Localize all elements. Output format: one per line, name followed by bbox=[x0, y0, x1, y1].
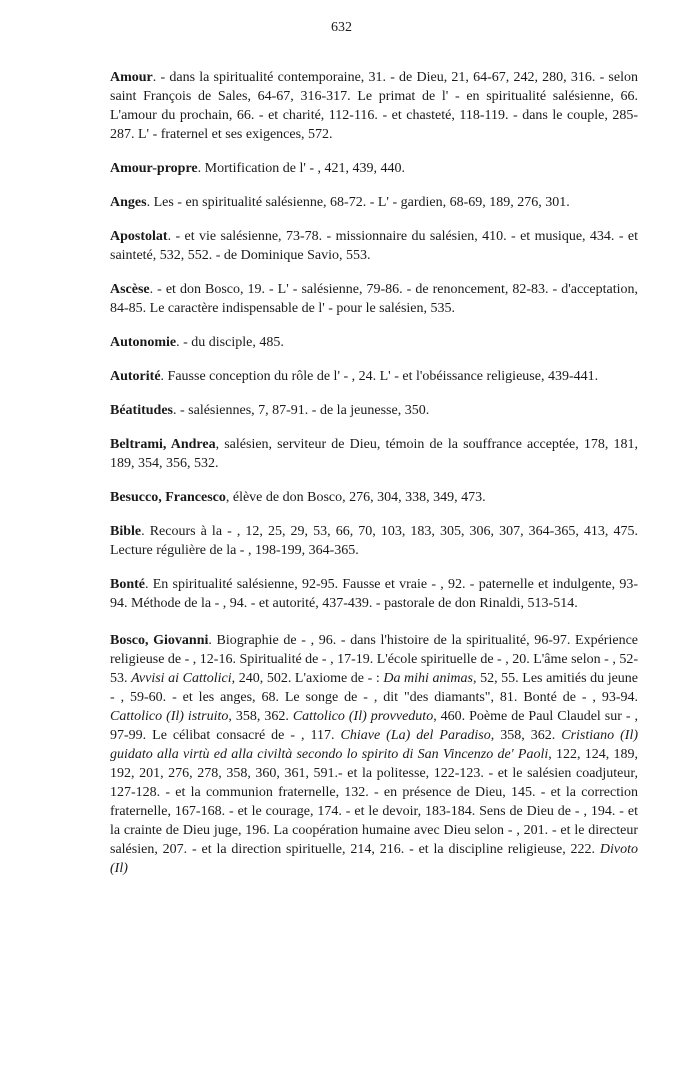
entry-heading: Amour bbox=[110, 70, 153, 85]
entry-text: , 358, 362. bbox=[228, 709, 293, 724]
entry-text: . - et vie salésienne, 73-78. - missionnaire du salésien, 410. - et musique, 434. - et sainteté, 532, 552. - de Dominique Savio, 553. bbox=[110, 229, 638, 263]
index-entry-bosco bbox=[110, 631, 638, 878]
entry-heading: Besucco, Francesco bbox=[110, 490, 226, 505]
work-title: Da mihi animas bbox=[383, 671, 473, 686]
entry-text: . - du disciple, 485. bbox=[176, 335, 284, 350]
entry-heading: Bosco, Giovanni bbox=[110, 633, 209, 648]
index-entry bbox=[110, 488, 638, 507]
entry-text: . Les - en spiritualité salésienne, 68-72. - L' - gardien, 68-69, 189, 276, 301. bbox=[146, 195, 570, 210]
entry-text: , salésien, serviteur de Dieu, témoin de la souffrance acceptée, 178, 181, 189, 354, 356, 532. bbox=[110, 437, 638, 471]
entry-heading: Ascèse bbox=[110, 282, 150, 297]
work-title: Cattolico (Il) provveduto bbox=[292, 709, 434, 724]
entry-heading: Apostolat bbox=[110, 229, 168, 244]
work-title: Cristiano (Il) guidato alla virtù ed alla civiltà secondo lo spirito di San Vincenzo de' Paoli bbox=[110, 728, 639, 762]
entry-heading: Bible bbox=[110, 524, 142, 539]
entry-heading: Béatitudes bbox=[110, 403, 173, 418]
index-entry bbox=[110, 401, 638, 420]
index-list bbox=[110, 68, 638, 893]
entry-text: . En spiritualité salésienne, 92-95. Fausse et vraie - , 92. - paternelle et indulgente, 93-94. Méthode de la - , 94. - et autorité, 437-439. - pastorale de don Rinaldi, 513-514. bbox=[110, 577, 638, 611]
entry-heading: Autorité bbox=[110, 369, 161, 384]
index-entry bbox=[110, 280, 638, 318]
entry-text: , 240, 502. L'axiome de - : bbox=[231, 671, 384, 686]
entry-text: , 52, 55. Les amitiés du jeune - , 59-60. - et les anges, 68. Le songe de - , dit "des diamants", 81. Bonté de - , 93-94. bbox=[110, 671, 639, 705]
entry-text: , 122, 124, 189, 192, 201, 276, 278, 358, 360, 361, 591.- et la politesse, 122-123. - et le salésien coadjuteur, 127-128. - et la communion fraternelle, 132. - en présence de Dieu, 145. - et la correction fraternelle, 167-168. - et le courage, 174. - et le devoir, 183-184. Sens de Dieu de - , 194. - et la crainte de Dieu juge, 196. La coopération humaine avec Dieu selon - , 201. - et le directeur salésien, 207. - et la direction spirituelle, 214, 216. - et la discipline religieuse, 222. bbox=[110, 747, 638, 857]
index-entry bbox=[110, 193, 638, 212]
entry-text: . Recours à la - , 12, 25, 29, 53, 66, 70, 103, 183, 305, 306, 307, 364-365, 413, 475. Lecture régulière de la - , 198-199, 364-365. bbox=[110, 524, 638, 558]
work-title: Avvisi ai Cattolici bbox=[131, 671, 232, 686]
entry-text: , élève de don Bosco, 276, 304, 338, 349, 473. bbox=[225, 490, 486, 505]
index-entry bbox=[110, 159, 638, 178]
index-entry bbox=[110, 367, 638, 386]
entry-heading: Beltrami, Andrea bbox=[110, 437, 216, 452]
entry-text: , 460. Poème de Paul Claudel sur - , 97-99. Le célibat consacré de - , 117. bbox=[110, 709, 638, 743]
entry-text: . Mortification de l' - , 421, 439, 440. bbox=[197, 161, 406, 176]
entry-heading: Autonomie bbox=[110, 335, 177, 350]
index-entry bbox=[110, 227, 638, 265]
entry-heading: Anges bbox=[110, 195, 147, 210]
index-entry bbox=[110, 68, 638, 144]
entry-heading: Bonté bbox=[110, 577, 145, 592]
entry-text: . - dans la spiritualité contemporaine, 31. - de Dieu, 21, 64-67, 242, 280, 316. - selon saint François de Sales, 64-67, 316-317. Le primat de l' - en spiritualité salésienne, 66. L'amour du prochain, 66. - et charité, 112-116. - et chasteté, 118-119. - dans le couple, 285-287. L' - fraternel et ses exigences, 572. bbox=[110, 70, 638, 142]
entry-text: , 358, 362. bbox=[490, 728, 562, 743]
entry-text: . - et don Bosco, 19. - L' - salésienne, 79-86. - de renoncement, 82-83. - d'acceptation, 84-85. Le caractère indispensable de l' - pour le salésien, 535. bbox=[110, 282, 638, 316]
entry-text: . Biographie de - , 96. - dans l'histoire de la spiritualité, 96-97. Expérience religieuse de - , 12-16. Spiritualité de - , 17-19. L'école spirituelle de - , 20. L'âme selon - , 52-53. bbox=[110, 633, 638, 686]
index-entry bbox=[110, 575, 638, 613]
page-number: 632 bbox=[331, 20, 352, 35]
work-title: Cattolico (Il) istruito bbox=[110, 709, 229, 724]
work-title: Divoto (Il) bbox=[110, 842, 638, 876]
index-entry bbox=[110, 333, 638, 352]
index-entry bbox=[110, 435, 638, 473]
index-entry bbox=[110, 522, 638, 560]
entry-text: . Fausse conception du rôle de l' - , 24. L' - et l'obéissance religieuse, 439-441. bbox=[160, 369, 599, 384]
work-title: Chiave (La) del Paradiso bbox=[340, 728, 491, 743]
entry-text: . - salésiennes, 7, 87-91. - de la jeunesse, 350. bbox=[173, 403, 430, 418]
entry-heading: Amour-propre bbox=[110, 161, 198, 176]
